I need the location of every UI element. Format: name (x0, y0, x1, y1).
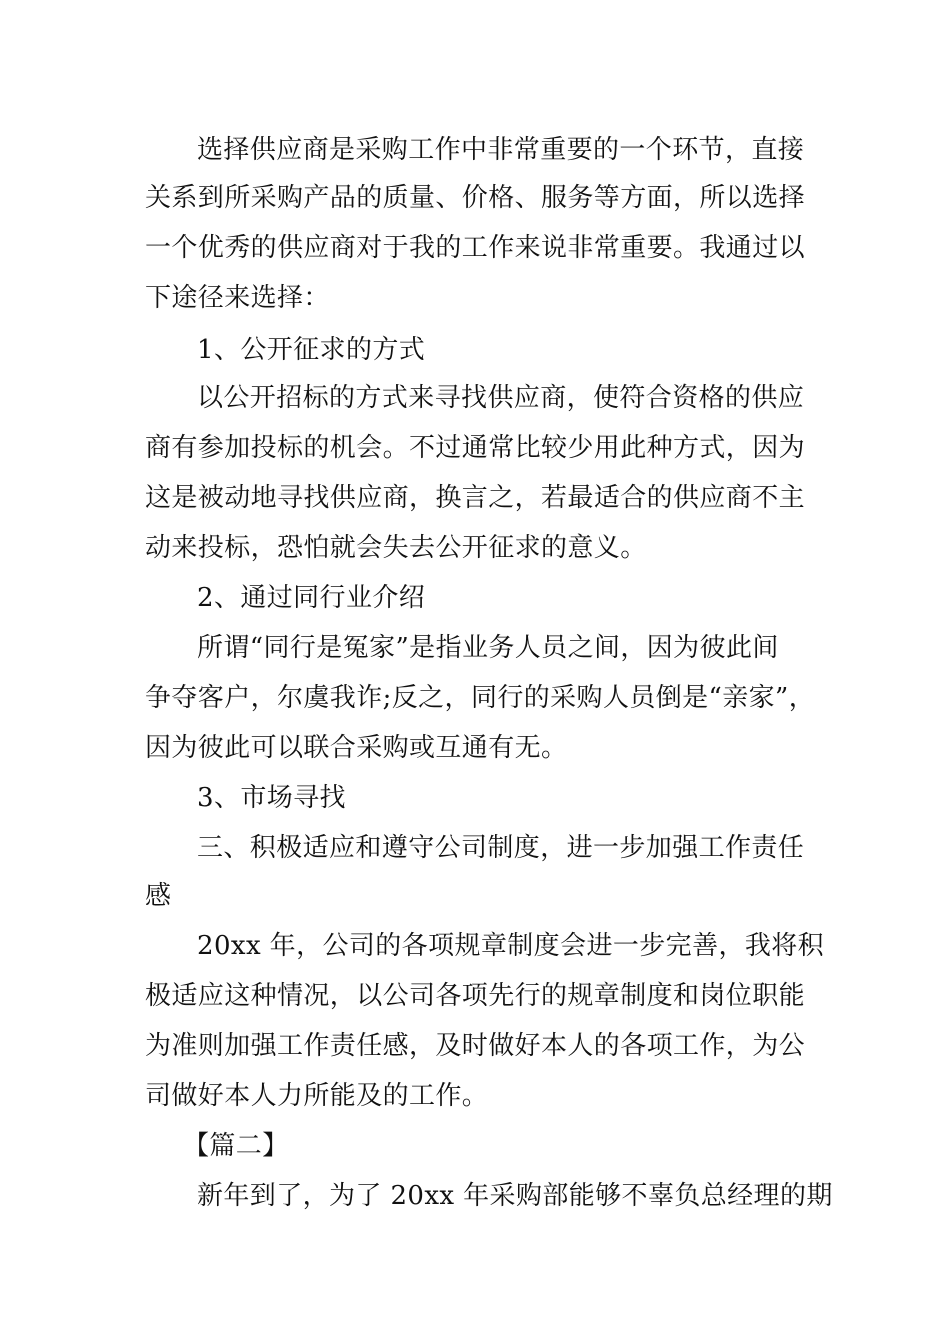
section-heading-line: 感 (145, 881, 172, 911)
paragraph-line: 20xx 年，公司的各项规章制度会进一步完善，我将积 (197, 931, 825, 961)
chapter-heading: 【篇二】 (183, 1131, 289, 1161)
paragraph-line: 所谓“同行是冤家”是指业务人员之间，因为彼此间 (197, 633, 779, 663)
list-item-heading: 1、公开征求的方式 (197, 335, 426, 365)
paragraph-line: 为准则加强工作责任感，及时做好本人的各项工作，为公 (145, 1031, 806, 1061)
paragraph-line: 新年到了，为了 20xx 年采购部能够不辜负总经理的期 (197, 1181, 833, 1211)
list-item-heading: 2、通过同行业介绍 (197, 583, 426, 613)
paragraph-line: 一个优秀的供应商对于我的工作来说非常重要。我通过以 (145, 233, 806, 263)
paragraph-line: 司做好本人力所能及的工作。 (145, 1081, 489, 1111)
paragraph-line: 关系到所采购产品的质量、价格、服务等方面，所以选择 (145, 183, 806, 213)
paragraph-line: 争夺客户，尔虞我诈;反之，同行的采购人员倒是“亲家”， (145, 683, 816, 713)
paragraph-line: 极适应这种情况，以公司各项先行的规章制度和岗位职能 (145, 981, 806, 1011)
paragraph-line: 动来投标，恐怕就会失去公开征求的意义。 (145, 533, 647, 563)
list-item-heading: 3、市场寻找 (197, 783, 346, 813)
paragraph-line: 选择供应商是采购工作中非常重要的一个环节，直接 (197, 135, 805, 165)
paragraph-line: 以公开招标的方式来寻找供应商，使符合资格的供应 (197, 383, 805, 413)
paragraph-line: 因为彼此可以联合采购或互通有无。 (145, 733, 568, 763)
section-heading-line: 三、积极适应和遵守公司制度，进一步加强工作责任 (197, 833, 805, 863)
paragraph-line: 这是被动地寻找供应商，换言之，若最适合的供应商不主 (145, 483, 806, 513)
paragraph-line: 商有参加投标的机会。不过通常比较少用此种方式，因为 (145, 433, 806, 463)
paragraph-line: 下途径来选择： (145, 283, 330, 313)
